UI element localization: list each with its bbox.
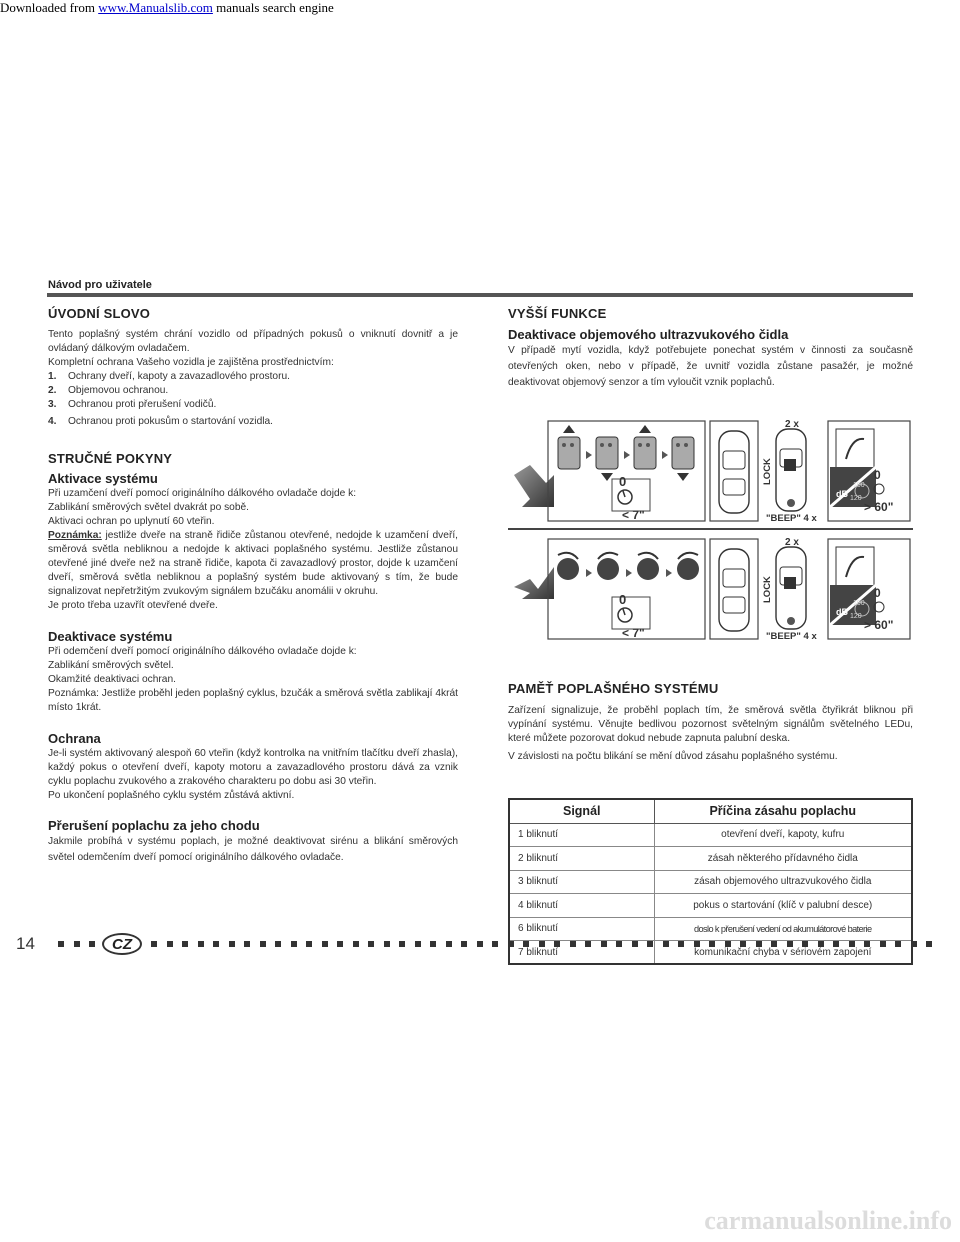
remote-icon <box>634 425 656 469</box>
footer-square <box>368 941 374 947</box>
footer-square <box>291 941 297 947</box>
footer-square <box>198 941 204 947</box>
right-column <box>508 306 913 965</box>
footer-square <box>399 941 405 947</box>
footer-square <box>647 941 653 947</box>
beep-label-2: "BEEP" 4 x <box>766 631 817 642</box>
footer-square <box>740 941 746 947</box>
table-header-signal: Signál <box>509 799 654 823</box>
footer-square <box>601 941 607 947</box>
table-cell-cause: komunikační chyba v sériovém zapojení <box>654 941 912 965</box>
advanced-heading: VYŠŠÍ FUNKCE <box>508 306 607 321</box>
interrupt-title: Přerušení poplachu za jeho chodu <box>48 818 260 833</box>
footer-squares <box>58 941 942 947</box>
footer-square <box>182 941 188 947</box>
car-icon <box>719 431 749 513</box>
table-cell-cause: otevření dveří, kapoty, kufru <box>654 823 912 847</box>
table-cell-cause: zásah některého přídavného čidla <box>654 847 912 871</box>
timer-short-label-2: < 7" <box>622 626 645 640</box>
footer-square <box>678 941 684 947</box>
watermark: carmanualsonline.info <box>704 1206 952 1235</box>
footer-square <box>260 941 266 947</box>
footer-square <box>880 941 886 947</box>
table-row <box>509 847 912 871</box>
page-number: 14 <box>16 934 35 953</box>
remote-icon <box>558 425 580 469</box>
deactivation-line: Zablikání směrových světel. <box>48 660 174 671</box>
footer-square <box>58 941 64 947</box>
footer-square <box>508 941 514 947</box>
intro-heading: ÚVODNÍ SLOVO <box>48 306 151 321</box>
footer-square <box>787 941 793 947</box>
deactivation-line: Poznámka: Jestliže proběhl jeden poplašný cyklus, bzučák a směrová světla zablikají 4krát místo 1krát. <box>48 688 458 713</box>
memory-heading: PAMĚŤ POPLAŠNÉHO SYSTÉMU <box>508 681 719 696</box>
source-note-prefix: Downloaded from <box>0 0 99 15</box>
footer-square <box>694 941 700 947</box>
source-link[interactable]: www.Manualslib.com <box>98 0 213 15</box>
footer-square <box>585 941 591 947</box>
footer-square <box>554 941 560 947</box>
footer-square <box>353 941 359 947</box>
footer-square <box>430 941 436 947</box>
footer-square <box>849 941 855 947</box>
footer-square <box>771 941 777 947</box>
header-title: Návod pro uživatele <box>48 279 152 291</box>
source-note-suffix: manuals search engine <box>212 0 334 15</box>
footer-square <box>911 941 917 947</box>
footer-square <box>663 941 669 947</box>
footer-square <box>213 941 219 947</box>
table-cell-signal: 1 bliknutí <box>509 823 654 847</box>
footer-square <box>616 941 622 947</box>
deactivation-diagram <box>508 415 913 655</box>
key-turn-icon <box>597 553 619 580</box>
timer-box <box>612 479 650 511</box>
timer-short-label: < 7" <box>622 508 645 522</box>
footer-square <box>384 941 390 947</box>
db-100-label: 100 <box>853 482 865 489</box>
activation-note: Poznámka: jestliže dveře na straně řidiče zůstanou otevřené, nedojde k uzamčení dveří, směrová světla nebliknou a nedojde k aktivaci poplašného systému. Jestliže zůstanou otevřené jiné dveře než na straně řidiče, kapota či zavazadlový prostor, dojde k uzamčení dveří, směrová světla nebliknou a poplašný systém bude aktivovaný s tím, že bude signalizovat nepřetržitým zvukovým signálem bzučáku anomálii v okruhu. <box>48 530 458 597</box>
footer-square <box>306 941 312 947</box>
footer-square <box>895 941 901 947</box>
footer-square <box>523 941 529 947</box>
advanced-paragraph: V případě mytí vozidla, když potřebujete ponechat systém v činnosti za současně otevřených oken, nebo v případě, že uvnitř vozidla zůstane pasažér, je možné deaktivovat objemový senzor a tím vyloučit vznik poplachů. <box>508 345 913 388</box>
footer-square <box>570 941 576 947</box>
intro-paragraph-1: Tento poplašný systém chrání vozidlo od případných pokusů o vniknutí dovnitř a je ovládaný dálkovým ovladačem. <box>48 329 458 354</box>
table-cell-signal: 2 bliknutí <box>509 847 654 871</box>
remote-icon <box>672 437 694 481</box>
quick-heading: STRUČNÉ POKYNY <box>48 451 173 466</box>
db-120-label-2: 120 <box>850 613 862 620</box>
activation-line: Zablikání směrových světel dvakrát po sobě. <box>48 502 250 513</box>
table-cell-signal: 6 bliknutí <box>509 917 654 941</box>
timer-zero-4: 0 <box>874 586 881 600</box>
footer-square <box>926 941 932 947</box>
footer-square <box>833 941 839 947</box>
diagram-svg <box>508 415 913 655</box>
db-120-label: 120 <box>850 495 862 502</box>
footer-square <box>477 941 483 947</box>
advanced-title: Deaktivace objemového ultrazvukového čidla <box>508 327 789 342</box>
header-divider <box>47 293 913 297</box>
intro-paragraph-2: Kompletní ochrana Vašeho vozidla je zajištěna prostřednictvím: <box>48 357 334 368</box>
footer-square <box>415 941 421 947</box>
remote-icon <box>596 437 618 481</box>
footer-square <box>229 941 235 947</box>
db-label: dB <box>836 489 848 499</box>
activation-line: Aktivaci ochran po uplynutí 60 vteřin. <box>48 516 215 527</box>
beep-label: "BEEP" 4 x <box>766 513 817 524</box>
footer-square <box>709 941 715 947</box>
table-cell-signal: 7 bliknutí <box>509 941 654 965</box>
timer-long-label: > 60" <box>864 500 894 514</box>
table-row <box>509 894 912 918</box>
footer-square <box>337 941 343 947</box>
times-label-2: 2 x <box>785 537 799 548</box>
list-item: 1. Ochrany dveří, kapoty a zavazadlového prostoru. <box>48 371 290 382</box>
table-row <box>509 823 912 847</box>
car-lock-icon <box>776 547 806 629</box>
source-note <box>0 0 334 16</box>
lock-label: LOCK <box>762 458 773 485</box>
deactivation-line: Při odemčení dveří pomocí originálního dálkového ovladače dojde k: <box>48 646 357 657</box>
page-footer <box>16 932 916 960</box>
key-turn-icon <box>637 553 659 580</box>
protection-paragraph: Je-li systém aktivovaný alespoň 60 vteřin (když kontrolka na vnitřním tlačítku dveří zhasla), každý pokus o otevření dveří, kapoty motoru a zavazadlového prostoru dává za vznik cyklu poplachu zvukového a zrakového charakteru po dobu asi 30 vteřin. <box>48 748 458 787</box>
footer-square <box>167 941 173 947</box>
timer-zero-2: 0 <box>874 468 881 482</box>
footer-square <box>275 941 281 947</box>
deactivation-title: Deaktivace systému <box>48 629 173 644</box>
car-icon <box>719 549 749 631</box>
key-turn-icon <box>677 553 699 580</box>
key-turn-icon <box>557 553 579 580</box>
list-item: 2. Objemovou ochranou. <box>48 385 169 396</box>
footer-square <box>446 941 452 947</box>
times-label: 2 x <box>785 419 799 430</box>
footer-square <box>244 941 250 947</box>
footer-square <box>539 941 545 947</box>
list-item: 4. Ochranou proti pokusům o startování vozidla. <box>48 416 273 427</box>
timer-zero-3: 0 <box>619 592 627 607</box>
table-header-cause: Příčina zásahu poplachu <box>654 799 912 823</box>
protection-paragraph: Po ukončení poplašného cyklu systém zůstává aktivní. <box>48 790 295 801</box>
activation-title: Aktivace systému <box>48 471 158 486</box>
timer-long-label-2: > 60" <box>864 618 894 632</box>
timer-box <box>612 597 650 629</box>
deactivation-line: Okamžité deaktivaci ochran. <box>48 674 176 685</box>
list-item: 3. Ochranou proti přerušení vodičů. <box>48 399 217 410</box>
footer-square <box>461 941 467 947</box>
footer-square <box>802 941 808 947</box>
timer-zero: 0 <box>619 474 627 489</box>
footer-square <box>322 941 328 947</box>
footer-square <box>756 941 762 947</box>
table-cell-cause: zásah objemového ultrazvukového čidla <box>654 870 912 894</box>
db-label-2: dB <box>836 607 848 617</box>
interrupt-paragraph: Jakmile probíhá v systému poplach, je možné deaktivovat sirénu a blikání směrových světel odemčením dveří pomocí originálního dálkového ovladače. <box>48 836 458 863</box>
activation-line: Při uzamčení dveří pomocí originálního dálkového ovladače dojde k: <box>48 488 357 499</box>
protection-title: Ochrana <box>48 731 101 746</box>
left-column <box>48 306 458 866</box>
memory-paragraph-2: V závislosti na počtu blikání se mění důvod zásahu poplašného systému. <box>508 751 838 762</box>
footer-square <box>89 941 95 947</box>
table-cell-cause: doslo k přerušení vedení od akumulátorové baterie <box>654 917 912 941</box>
footer-square <box>725 941 731 947</box>
table-cell-signal: 3 bliknutí <box>509 870 654 894</box>
footer-square <box>864 941 870 947</box>
car-lock-icon <box>776 429 806 511</box>
memory-paragraph-1: Zařízení signalizuje, že proběhl poplach tím, že směrová světla čtyřikrát bliknou při vypínání systému. Věnujte bedlivou pozornost světelným signálům světelného LEDu, které můžete pozorovat dokud nebude zapnuta palubní deska. <box>508 705 913 744</box>
language-badge: CZ <box>102 933 142 955</box>
db-100-label-2: 100 <box>853 600 865 607</box>
footer-square <box>632 941 638 947</box>
table-cell-signal: 4 bliknutí <box>509 894 654 918</box>
footer-square <box>151 941 157 947</box>
footer-square <box>818 941 824 947</box>
footer-square <box>492 941 498 947</box>
activation-line: Je proto třeba uzavřít otevřené dveře. <box>48 600 218 611</box>
table-row <box>509 870 912 894</box>
footer-square <box>74 941 80 947</box>
table-header-row <box>509 799 912 823</box>
table-cell-cause: pokus o startování (klíč v palubní desce) <box>654 894 912 918</box>
lock-label-2: LOCK <box>762 576 773 603</box>
